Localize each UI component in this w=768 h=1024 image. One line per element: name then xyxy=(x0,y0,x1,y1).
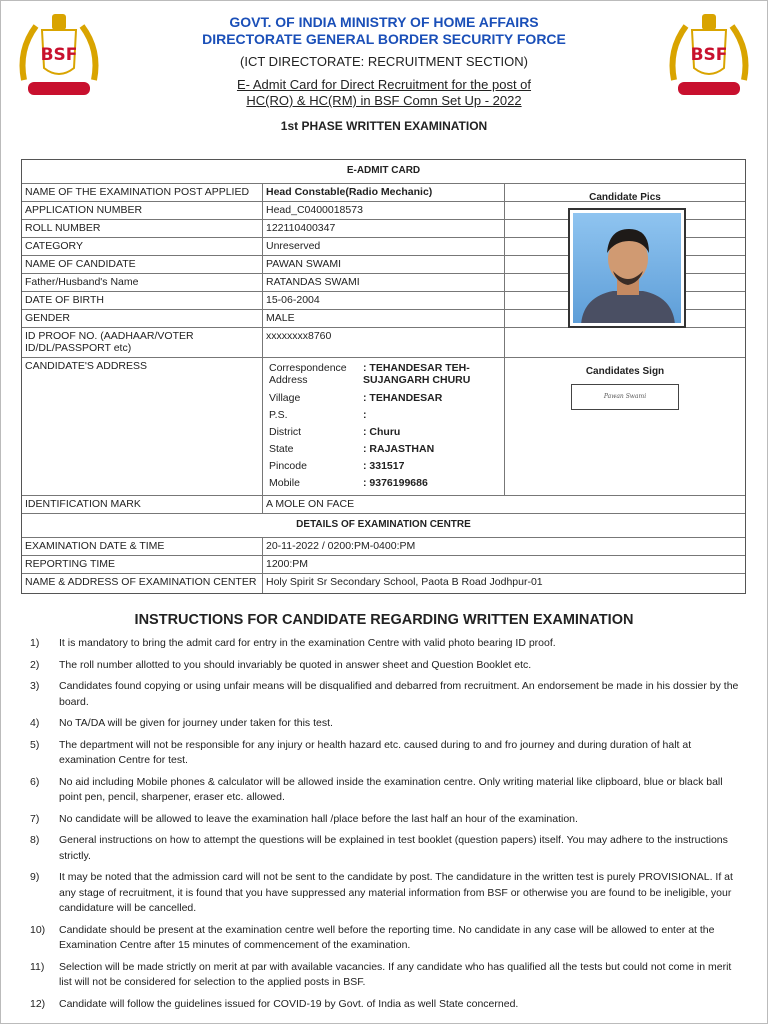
admit-card-subtitle-2: HC(RO) & HC(RM) in BSF Comn Set Up - 2022 xyxy=(246,93,522,108)
row-label: APPLICATION NUMBER xyxy=(22,202,263,219)
row-value: PAWAN SWAMI xyxy=(266,258,342,270)
row-label: Father/Husband's Name xyxy=(22,274,263,291)
e-admit-card xyxy=(21,159,746,594)
directorate-title: DIRECTORATE GENERAL BORDER SECURITY FORCE xyxy=(202,31,566,47)
row-value: MALE xyxy=(266,312,295,324)
address-value: : TEHANDESAR TEH-SUJANGARH CHURU xyxy=(363,362,471,386)
list-item xyxy=(30,738,742,769)
centre-title: DETAILS OF EXAMINATION CENTRE xyxy=(296,519,471,530)
row-value: Unreserved xyxy=(266,240,321,252)
list-item xyxy=(30,833,742,864)
bsf-emblem-left-icon xyxy=(14,10,104,100)
centre-title-row xyxy=(22,514,745,538)
address-key: Village xyxy=(269,392,301,404)
table-row xyxy=(22,538,745,556)
section-title: (ICT DIRECTORATE: RECRUITMENT SECTION) xyxy=(240,54,528,69)
exam-phase-title: 1st PHASE WRITTEN EXAMINATION xyxy=(280,119,488,133)
candidate-photo-section xyxy=(504,184,745,358)
row-value: Head_C0400018573 xyxy=(266,204,363,216)
address-value: : Churu xyxy=(363,426,401,438)
item-number: 5) xyxy=(30,738,40,751)
item-number: 12) xyxy=(30,997,46,1010)
row-label: GENDER xyxy=(22,310,263,327)
row-label: NAME OF CANDIDATE xyxy=(22,256,263,273)
address-label: CANDIDATE'S ADDRESS xyxy=(22,358,263,495)
item-number: 3) xyxy=(30,680,40,692)
row-label: ROLL NUMBER xyxy=(22,220,263,237)
svg-text:BSF: BSF xyxy=(690,45,728,65)
item-number: 8) xyxy=(30,834,40,846)
row-label: EXAMINATION DATE & TIME xyxy=(22,538,263,555)
row-value: Holy Spirit Sr Secondary School, Paota B Road Jodhpur-01 xyxy=(266,576,543,588)
list-item xyxy=(30,716,742,732)
signature: Pawan Swami xyxy=(603,393,647,400)
address-key: Mobile xyxy=(269,477,300,489)
address-value: : 9376199686 xyxy=(363,477,428,489)
list-item xyxy=(30,679,742,710)
instructions-title: INSTRUCTIONS FOR CANDIDATE REGARDING WRITTEN EXAMINATION xyxy=(134,612,634,628)
row-value: 20-11-2022 / 0200:PM-0400:PM xyxy=(266,540,416,552)
list-item xyxy=(30,775,742,806)
list-item xyxy=(30,812,742,828)
item-number: 6) xyxy=(30,775,40,788)
item-number: 10) xyxy=(30,923,46,936)
item-number: 9) xyxy=(30,871,40,883)
item-text: General instructions on how to attempt the questions will be explained in test booklet (question papers) itself. You may adhere to the instructions strictly. xyxy=(59,834,728,862)
item-number: 11) xyxy=(30,960,45,973)
row-value: A MOLE ON FACE xyxy=(266,498,355,510)
signature-box xyxy=(571,384,679,410)
row-label: NAME OF THE EXAMINATION POST APPLIED xyxy=(22,184,263,201)
list-item xyxy=(30,636,742,652)
item-text: The department will not be responsible for any injury or health hazard etc. caused during to and fro journey and during duration of halt at examination Centre for test. xyxy=(59,738,692,766)
list-item xyxy=(30,960,742,991)
item-text: No aid including Mobile phones & calculator will be allowed inside the examination centre. Only writing material like clipboard, blue or black ball point pen, pencil, sharpener, eraser etc. allowed. xyxy=(59,775,723,803)
candidate-photo xyxy=(568,208,686,328)
candidate-sign-section xyxy=(504,358,745,496)
address-value: : 331517 xyxy=(363,460,405,472)
row-label: NAME & ADDRESS OF EXAMINATION CENTER xyxy=(22,574,263,593)
person-photo-icon xyxy=(573,213,681,323)
list-item xyxy=(30,658,742,674)
address-key: Correspondence Address xyxy=(269,362,347,386)
item-number: 1) xyxy=(30,637,40,649)
bsf-emblem-right-icon xyxy=(664,10,754,100)
ministry-title: GOVT. OF INDIA MINISTRY OF HOME AFFAIRS xyxy=(229,14,539,30)
list-item xyxy=(30,923,742,954)
address-key: Pincode xyxy=(269,460,307,472)
row-label: ID PROOF NO. (AADHAAR/VOTER ID/DL/PASSPORT etc) xyxy=(22,328,263,357)
document-header xyxy=(0,0,768,150)
candidate-pics-title: Candidate Pics xyxy=(589,192,661,203)
item-text: Candidate should be present at the examination centre well before the reporting time. No candidate in any case will be allowed to enter at the Examination Centre after 15 minutes of commencement of the examination. xyxy=(59,923,715,951)
card-title-row xyxy=(22,160,745,184)
item-number: 7) xyxy=(30,812,40,825)
address-key: District xyxy=(269,426,302,438)
item-number: 4) xyxy=(30,717,40,729)
item-text: Candidate will follow the guidelines issued for COVID-19 by Govt. of India as well State concerned. xyxy=(59,997,519,1010)
header-text xyxy=(110,14,658,133)
row-label: DATE OF BIRTH xyxy=(22,292,263,309)
item-text: It may be noted that the admission card will not be sent to the candidate by post. The candidature in the written test is purely PROVISIONAL. If at any stage of recruitment, it is found that you have suppressed any material information from BSF or otherwise you are found to be ineligible, your candidature will be cancelled. xyxy=(59,871,733,914)
table-row xyxy=(22,556,745,574)
item-text: The roll number allotted to you should invariably be quoted in answer sheet and Question Booklet etc. xyxy=(59,658,532,671)
table-row xyxy=(22,574,745,593)
address-value: : TEHANDESAR xyxy=(363,392,443,404)
address-key: P.S. xyxy=(269,409,288,421)
item-text: Candidates found copying or using unfair means will be disqualified and debarred from recruitment. An endorsement be made in his dossier by the board. xyxy=(59,680,739,708)
card-title: E-ADMIT CARD xyxy=(346,165,421,176)
row-label: CATEGORY xyxy=(22,238,263,255)
item-text: It is mandatory to bring the admit card for entry in the examination Centre with valid photo bearing ID proof. xyxy=(59,637,556,649)
address-value: : RAJASTHAN xyxy=(363,443,435,455)
row-value: xxxxxxxx8760 xyxy=(266,330,332,342)
row-label: IDENTIFICATION MARK xyxy=(22,496,263,513)
address-value: : xyxy=(363,409,367,421)
address-key: State xyxy=(269,443,294,455)
row-value: Head Constable(Radio Mechanic) xyxy=(266,186,433,198)
item-text: No candidate will be allowed to leave the examination hall /place before the last half an hour of the examination. xyxy=(59,812,578,825)
row-label: REPORTING TIME xyxy=(22,556,263,573)
item-text: No TA/DA will be given for journey under taken for this test. xyxy=(59,717,333,729)
item-text: Selection will be made strictly on merit at par with available vacancies. If any candidate who has qualified all the tests but could not come in merit list will not be considered for selection to the applied posts in BSF. xyxy=(59,960,732,988)
table-row xyxy=(22,496,745,514)
candidates-sign-title: Candidates Sign xyxy=(585,366,665,377)
row-value: 122110400347 xyxy=(266,222,336,234)
admit-card-subtitle-1: E- Admit Card for Direct Recruitment for the post of xyxy=(236,77,532,92)
svg-text:BSF: BSF xyxy=(40,45,78,65)
row-value: 15-06-2004 xyxy=(266,294,320,306)
list-item xyxy=(30,997,742,1013)
item-number: 2) xyxy=(30,658,40,671)
instructions-list xyxy=(30,636,742,1018)
list-item xyxy=(30,870,742,917)
row-value: RATANDAS SWAMI xyxy=(266,276,360,288)
address-details xyxy=(269,362,499,494)
row-value: 1200:PM xyxy=(266,558,309,570)
